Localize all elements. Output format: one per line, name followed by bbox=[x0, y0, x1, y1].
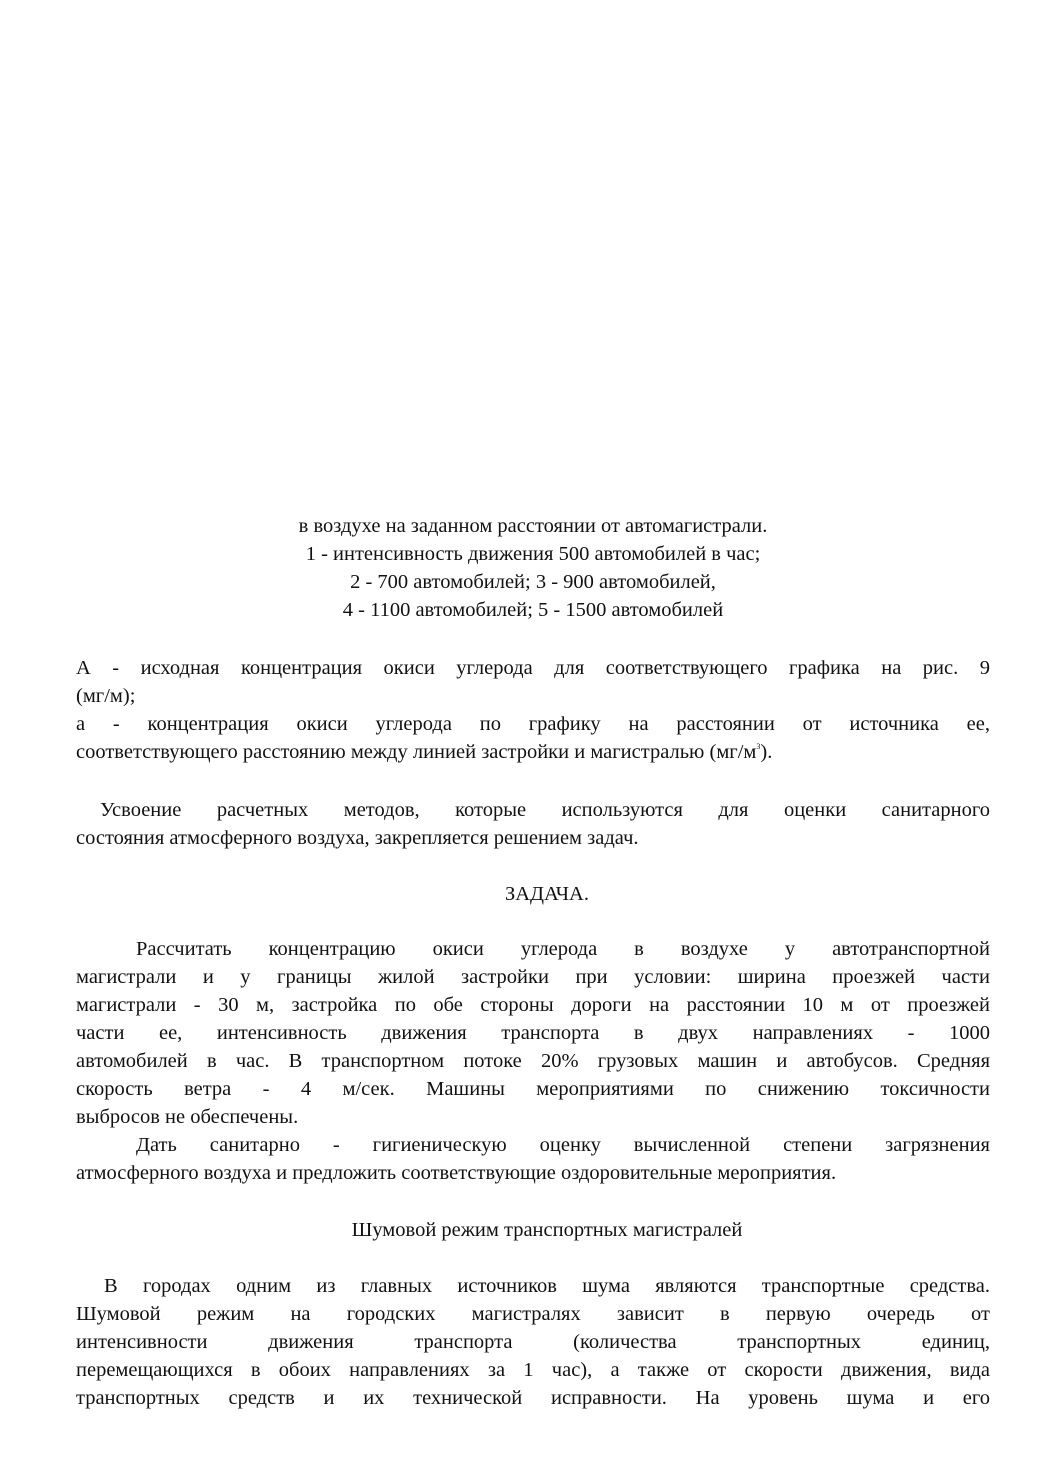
task-p1-line-3: магистрали - 30 м, застройка по обе стороны дороги на расстоянии 10 м от проезжей bbox=[76, 994, 990, 1016]
task-p2-line-2: атмосферного воздуха и предложить соответствующие оздоровительные мероприятия. bbox=[76, 1162, 837, 1184]
noise-line-3: интенсивности движения транспорта (количества транспортных единиц, bbox=[76, 1331, 990, 1353]
noise-heading: Шумовой режим транспортных магистралей bbox=[351, 1219, 743, 1241]
caption-line-2: 1 - интенсивность движения 500 автомобилей в час; bbox=[305, 543, 761, 565]
legend-a-line-2-end: ). bbox=[760, 741, 773, 763]
legend-a-line-2-text: соответствующего расстоянию между линией застройки и магистралью (мг/м bbox=[76, 741, 757, 763]
noise-line-2: Шумовой режим на городских магистралях зависит в первую очередь от bbox=[76, 1303, 990, 1325]
noise-line-1: В городах одним из главных источников шума являются транспортные средства. bbox=[104, 1275, 990, 1297]
legend-a-line-1: а - концентрация окиси углерода по графику на расстоянии от источника ее, bbox=[76, 713, 990, 735]
legend-a-line-2 bbox=[76, 738, 990, 766]
legend-a-superscript: 3 bbox=[756, 742, 761, 751]
intro-line-1: Усвоение расчетных методов, которые используются для оценки санитарного bbox=[100, 799, 990, 821]
task-p2-line-1: Дать санитарно - гигиеническую оценку вычисленной степени загрязнения bbox=[136, 1134, 990, 1156]
task-p1-line-1: Рассчитать концентрацию окиси углерода в воздухе у автотранспортной bbox=[136, 938, 990, 960]
task-p1-line-7: выбросов не обеспечены. bbox=[76, 1106, 299, 1128]
noise-line-5: транспортных средств и их технической исправности. На уровень шума и его bbox=[76, 1387, 990, 1409]
task-p1-line-2: магистрали и у границы жилой застройки при условии: ширина проезжей части bbox=[76, 966, 990, 988]
task-p1-line-4: части ее, интенсивность движения транспорта в двух направлениях - 1000 bbox=[76, 1022, 990, 1044]
noise-line-4: перемещающихся в обоих направлениях за 1 час), а также от скорости движения, вида bbox=[76, 1359, 990, 1381]
task-p1-line-5: автомобилей в час. В транспортном потоке 20% грузовых машин и автобусов. Средняя bbox=[76, 1050, 990, 1072]
caption-line-4: 4 - 1100 автомобилей; 5 - 1500 автомобилей bbox=[342, 599, 724, 621]
legend-A-line-2: (мг/м); bbox=[76, 685, 136, 707]
caption-line-1: в воздухе на заданном расстоянии от автомагистрали. bbox=[298, 515, 768, 537]
caption-line-3: 2 - 700 автомобилей; 3 - 900 автомобилей, bbox=[350, 571, 716, 593]
task-heading: ЗАДАЧА. bbox=[504, 883, 589, 905]
legend-A-line-1: А - исходная концентрация окиси углерода для соответствующего графика на рис. 9 bbox=[76, 657, 990, 679]
intro-line-2: состояния атмосферного воздуха, закрепляется решением задач. bbox=[76, 827, 639, 849]
task-p1-line-6: скорость ветра - 4 м/сек. Машины мероприятиями по снижению токсичности bbox=[76, 1078, 990, 1100]
